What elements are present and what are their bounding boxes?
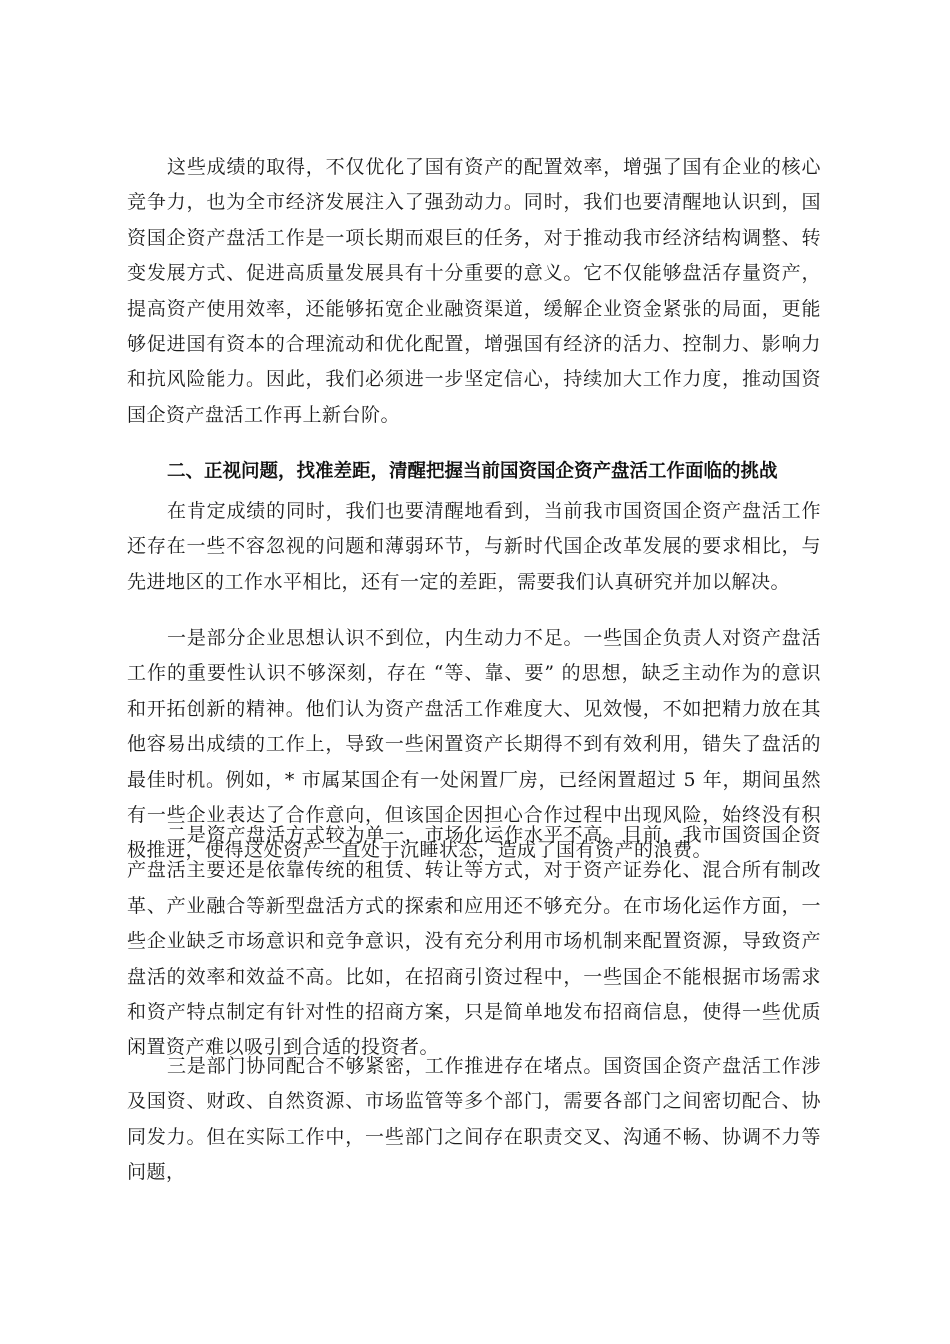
paragraph-problem-1: 一是部分企业思想认识不到位，内生动力不足。一些国企负责人对资产盘活工作的重要性认识不够深刻，存在 “等、靠、要” 的思想，缺乏主动作为的意识和开拓创新的精神。他们认为资产盘活工作难度大、见效慢，不如把精力放在其他容易出成绩的工作上，导致一些闲置资产长期得不到有效利用，错失了盘活的最佳时机。例如，* 市属某国企有一处闲置厂房，已经闲置超过 5 年，期间虽然有一些企业表达了合作意向，但该国企因担心合作过程中出现风险，始终没有积极推进，使得这处资产一直处于沉睡状态，造成了国有资产的浪费。 (127, 627, 821, 862)
paragraph-intro-problems: 在肯定成绩的同时，我们也要清醒地看到，当前我市国资国企资产盘活工作还存在一些不容忽视的问题和薄弱环节，与新时代国企改革发展的要求相比，与先进地区的工作水平相比，还有一定的差距，需要我们认真研究并加以解决。 (127, 500, 821, 593)
section-heading-2: 二、正视问题，找准差距，清醒把握当前国资国企资产盘活工作面临的挑战 (167, 461, 778, 482)
paragraph-problem-3: 三是部门协同配合不够紧密，工作推进存在堵点。国资国企资产盘活工作涉及国资、财政、自然资源、市场监管等多个部门，需要各部门之间密切配合、协同发力。但在实际工作中，一些部门之间存在职责交叉、沟通不畅、协调不力等问题， (127, 1055, 821, 1184)
paragraph-achievements: 这些成绩的取得，不仅优化了国有资产的配置效率，增强了国有企业的核心竞争力，也为全市经济发展注入了强劲动力。同时，我们也要清醒地认识到，国资国企资产盘活工作是一项长期而艰巨的任务，对于推动我市经济结构调整、转变发展方式、促进高质量发展具有十分重要的意义。它不仅能够盘活存量资产，提高资产使用效率，还能够拓宽企业融资渠道，缓解企业资金紧张的局面，更能够促进国有资本的合理流动和优化配置，增强国有经济的活力、控制力、影响力和抗风险能力。因此，我们必须进一步坚定信心，持续加大工作力度，推动国资国企资产盘活工作再上新台阶。 (127, 156, 821, 426)
paragraph-problem-2: 二是资产盘活方式较为单一，市场化运作水平不高。目前，我市国资国企资产盘活主要还是依靠传统的租赁、转让等方式，对于资产证券化、混合所有制改革、产业融合等新型盘活方式的探索和应用还不够充分。在市场化运作方面，一些企业缺乏市场意识和竞争意识，没有充分利用市场机制来配置资源，导致资产盘活的效率和效益不高。比如，在招商引资过程中，一些国企不能根据市场需求和资产特点制定有针对性的招商方案，只是简单地发布招商信息，使得一些优质闲置资产难以吸引到合适的投资者。 (127, 824, 821, 1059)
